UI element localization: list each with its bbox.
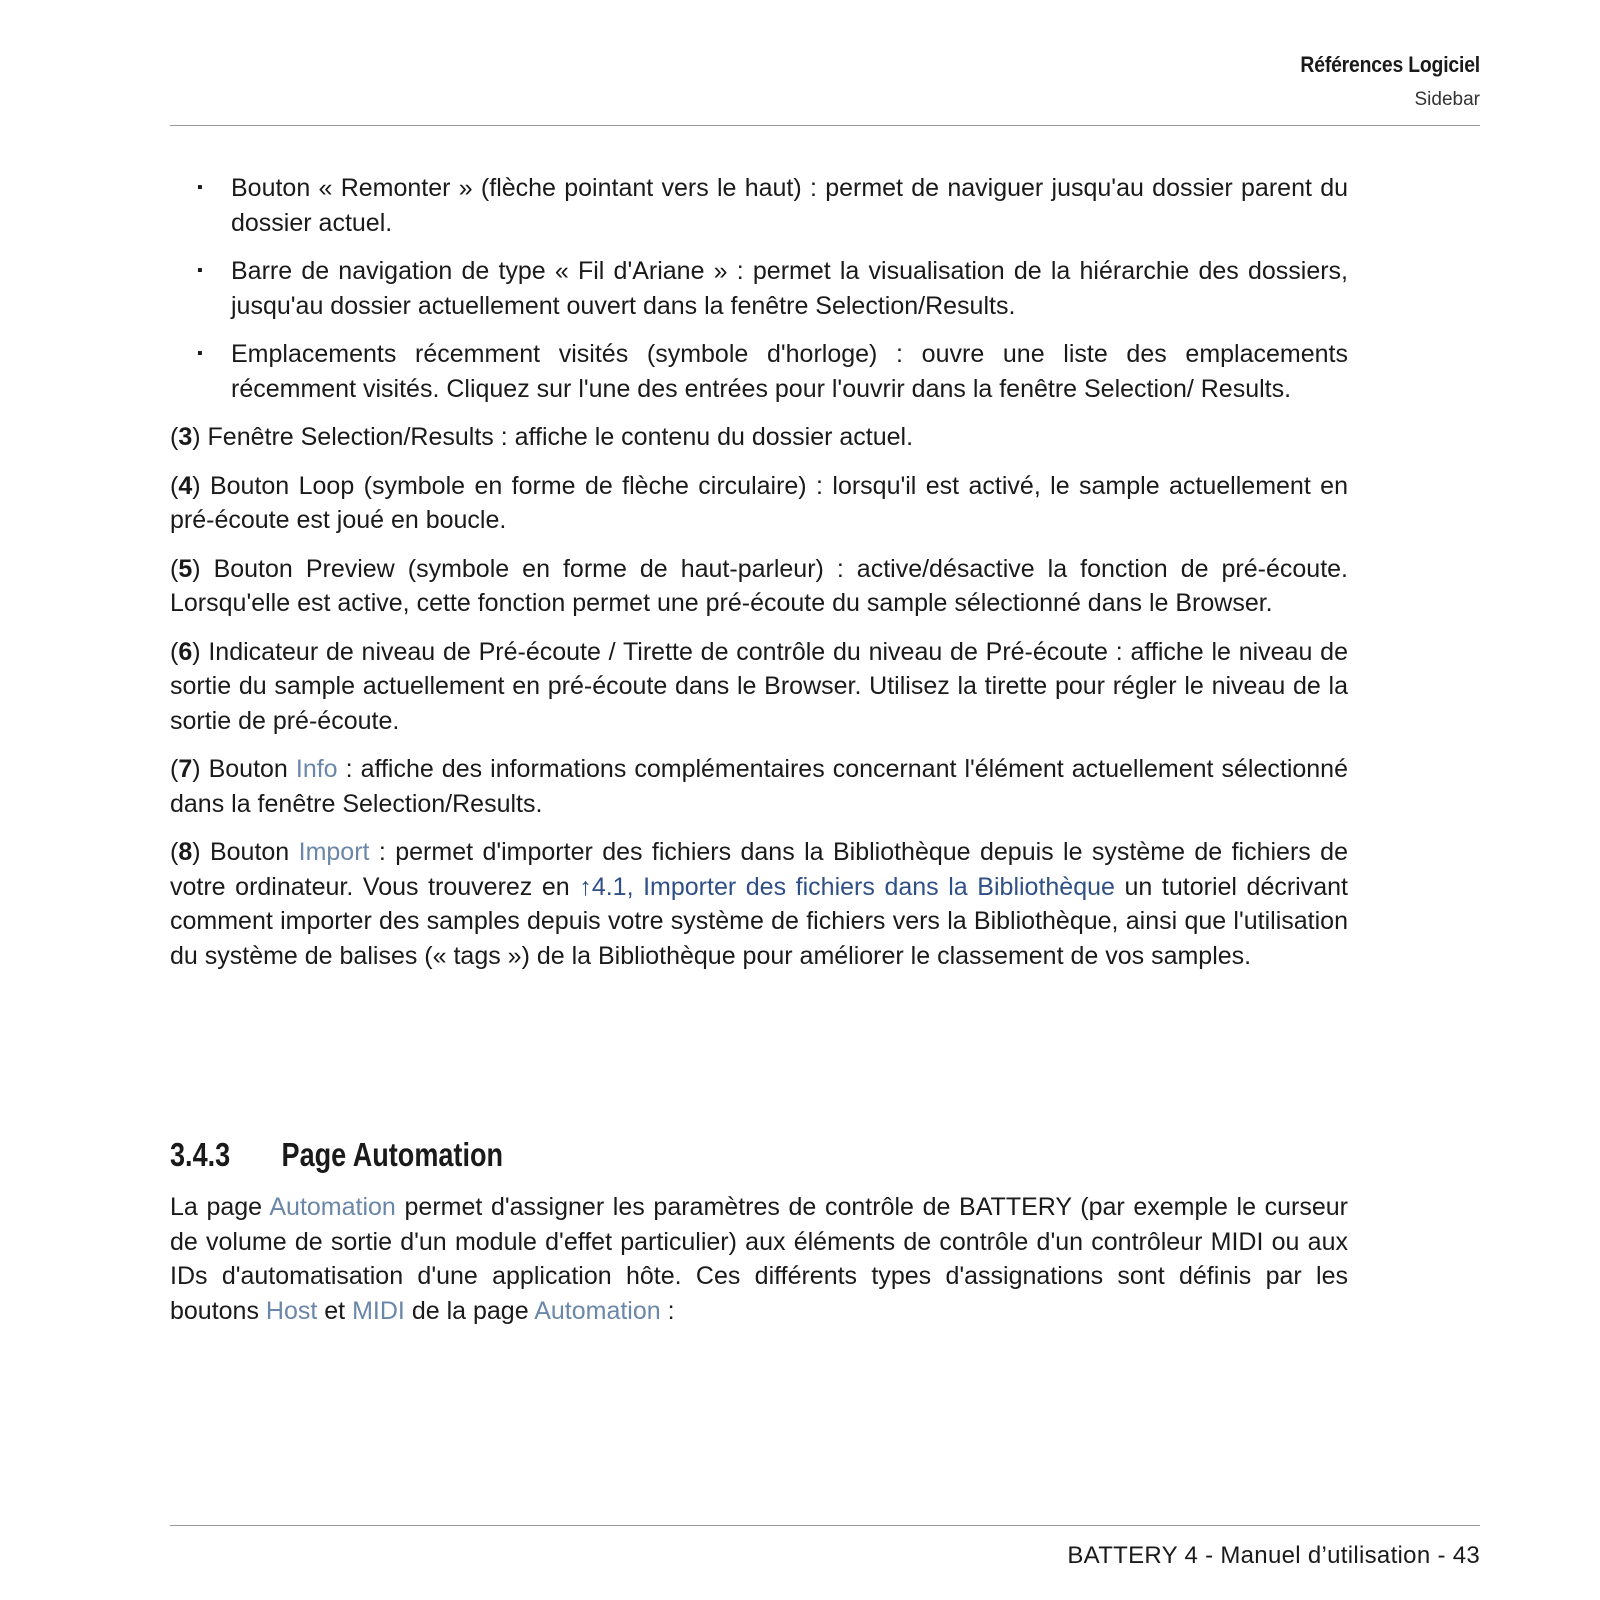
bullet-list — [170, 171, 1348, 406]
header-divider — [170, 125, 1480, 126]
callout-number: 5 — [178, 554, 193, 583]
ui-term-import: Import — [298, 838, 370, 866]
list-item-text: Bouton « Remonter » (flèche pointant vers le haut) : permet de naviguer jusqu'au dossier parent du dossier actuel. — [231, 174, 1348, 237]
list-item — [170, 254, 1348, 323]
paragraph-text: La page — [170, 1193, 263, 1221]
callout-item-4: (4) Bouton Loop (symbole en forme de flèche circulaire) : lorsqu'il est activé, le sample actuellement en pré-écoute est joué en boucle. — [170, 471, 1348, 534]
section-heading — [170, 1135, 503, 1175]
callout-number: 3 — [178, 423, 193, 451]
callout-text: Bouton Preview (symbole en forme de haut-parleur) : active/désactive la fonction de pré-écoute. Lorsqu'elle est active, cette fonction permet une pré-écoute du sample sélectionné dans le Browser. — [170, 554, 1348, 617]
ui-term-midi: MIDI — [352, 1296, 405, 1325]
ui-term-info: Info — [295, 755, 338, 783]
callout-text: Bouton — [208, 755, 288, 783]
header-chapter-title: Références Logiciel — [1300, 52, 1480, 77]
callout-text: Bouton — [209, 838, 290, 866]
body-text — [170, 171, 1348, 987]
callout-item-5: (5) Bouton Preview (symbole en forme de haut-parleur) : active/désactive la fonction de pré-écoute. Lorsqu'elle est active, cette fonction permet une pré-écoute du sample sélectionné dans le Browser. — [170, 554, 1348, 617]
callout-text: Fenêtre Selection/Results : affiche le contenu du dossier actuel. — [207, 423, 914, 451]
header-section-title: Sidebar — [1414, 89, 1480, 110]
callout-number: 6 — [178, 637, 193, 666]
page-footer: BATTERY 4 - Manuel d’utilisation - 43 — [1067, 1542, 1480, 1569]
callout-text: : permet d'importer des fichiers dans la Bibliothèque depuis le système de fichiers de votre ordinateur. Vous trouverez en — [170, 838, 1348, 901]
ui-term-host: Host — [265, 1296, 318, 1325]
footer-divider — [170, 1525, 1480, 1526]
callout-number: 4 — [178, 471, 193, 500]
callout-number: 7 — [178, 755, 193, 783]
callout-item-6: (6) Indicateur de niveau de Pré-écoute / Tirette de contrôle du niveau de Pré-écoute : affiche le niveau de sortie du sample actuellement en pré-écoute dans le Browser. Utilisez la tirette pour régler le niveau de la sortie de pré-écoute. — [170, 637, 1348, 735]
list-item-text: Emplacements récemment visités (symbole d'horloge) : ouvre une liste des emplacements récemment visités. Cliquez sur l'une des entrées pour l'ouvrir dans la fenêtre Selection/ Results. — [231, 340, 1348, 403]
bullet-icon: ▪ — [197, 179, 203, 196]
callout-text: Bouton Loop (symbole en forme de flèche circulaire) : lorsqu'il est activé, le sample actuellement en pré-écoute est joué en boucle. — [170, 471, 1348, 534]
callout-item-8: (8) Bouton Import : permet d'importer des fichiers dans la Bibliothèque depuis le système de fichiers de votre ordinateur. Vous trouverez en ↑4.1, Importer des fichiers dans la Bibliothèque un tutoriel décrivant comment importer des samples depuis votre système de fichiers vers la Bibliothèque, ainsi que l'utilisation du système de balises (« tags ») de la Bibliothèque pour améliorer le classement de vos samples. — [170, 838, 1348, 970]
callout-text: Indicateur de niveau de Pré-écoute / Tirette de contrôle du niveau de Pré-écoute : affiche le niveau de sortie du sample actuellement en pré-écoute dans le Browser. Utilisez la tirette pour régler le niveau de la sortie de pré-écoute. — [170, 637, 1348, 735]
callout-item-7: (7) Bouton Info : affiche des informations complémentaires concernant l'élément actuellement sélectionné dans la fenêtre Selection/Results. — [170, 755, 1348, 818]
bullet-icon: ▪ — [197, 345, 203, 362]
ui-term-automation: Automation — [269, 1193, 396, 1221]
list-item — [170, 171, 1348, 240]
callout-text: un tutoriel décrivant comment importer des samples depuis votre système de fichiers vers la Bibliothèque, ainsi que l'utilisation du système de balises (« tags ») de la Bibliothèque pour améliorer le classement de vos samples. — [170, 872, 1348, 970]
running-header — [170, 50, 1480, 116]
section-number: 3.4.3 — [170, 1136, 231, 1173]
callout-item-3: (3) Fenêtre Selection/Results : affiche le contenu du dossier actuel. — [170, 423, 914, 451]
bullet-icon: ▪ — [197, 262, 203, 279]
section-body — [170, 1190, 1348, 1328]
list-item-text: Barre de navigation de type « Fil d'Ariane » : permet la visualisation de la hiérarchie des dossiers, jusqu'au dossier actuellement ouvert dans la fenêtre Selection/Results. — [231, 257, 1348, 320]
paragraph-text: permet d'assigner les paramètres de contrôle de BATTERY (par exemple le curseur de volume de sortie d'un module d'effet particulier) aux éléments de contrôle d'un contrôleur MIDI ou aux IDs d'automatisation d'une application hôte. Ces différents types d'assignations sont définis par les boutons — [170, 1193, 1348, 1325]
section-paragraph — [170, 1190, 1348, 1328]
paragraph-text: : — [667, 1296, 675, 1325]
list-item — [170, 337, 1348, 406]
callout-number: 8 — [178, 838, 193, 866]
callout-text: : affiche des informations complémentaires concernant l'élément actuellement sélectionné dans la fenêtre Selection/Results. — [170, 755, 1348, 818]
paragraph-text: et — [324, 1296, 346, 1325]
section-title: Page Automation — [281, 1136, 504, 1173]
cross-reference-link[interactable]: ↑4.1, Importer des fichiers dans la Bibliothèque — [579, 872, 1115, 901]
ui-term-automation: Automation — [534, 1296, 661, 1325]
paragraph-text: de la page — [411, 1296, 529, 1325]
